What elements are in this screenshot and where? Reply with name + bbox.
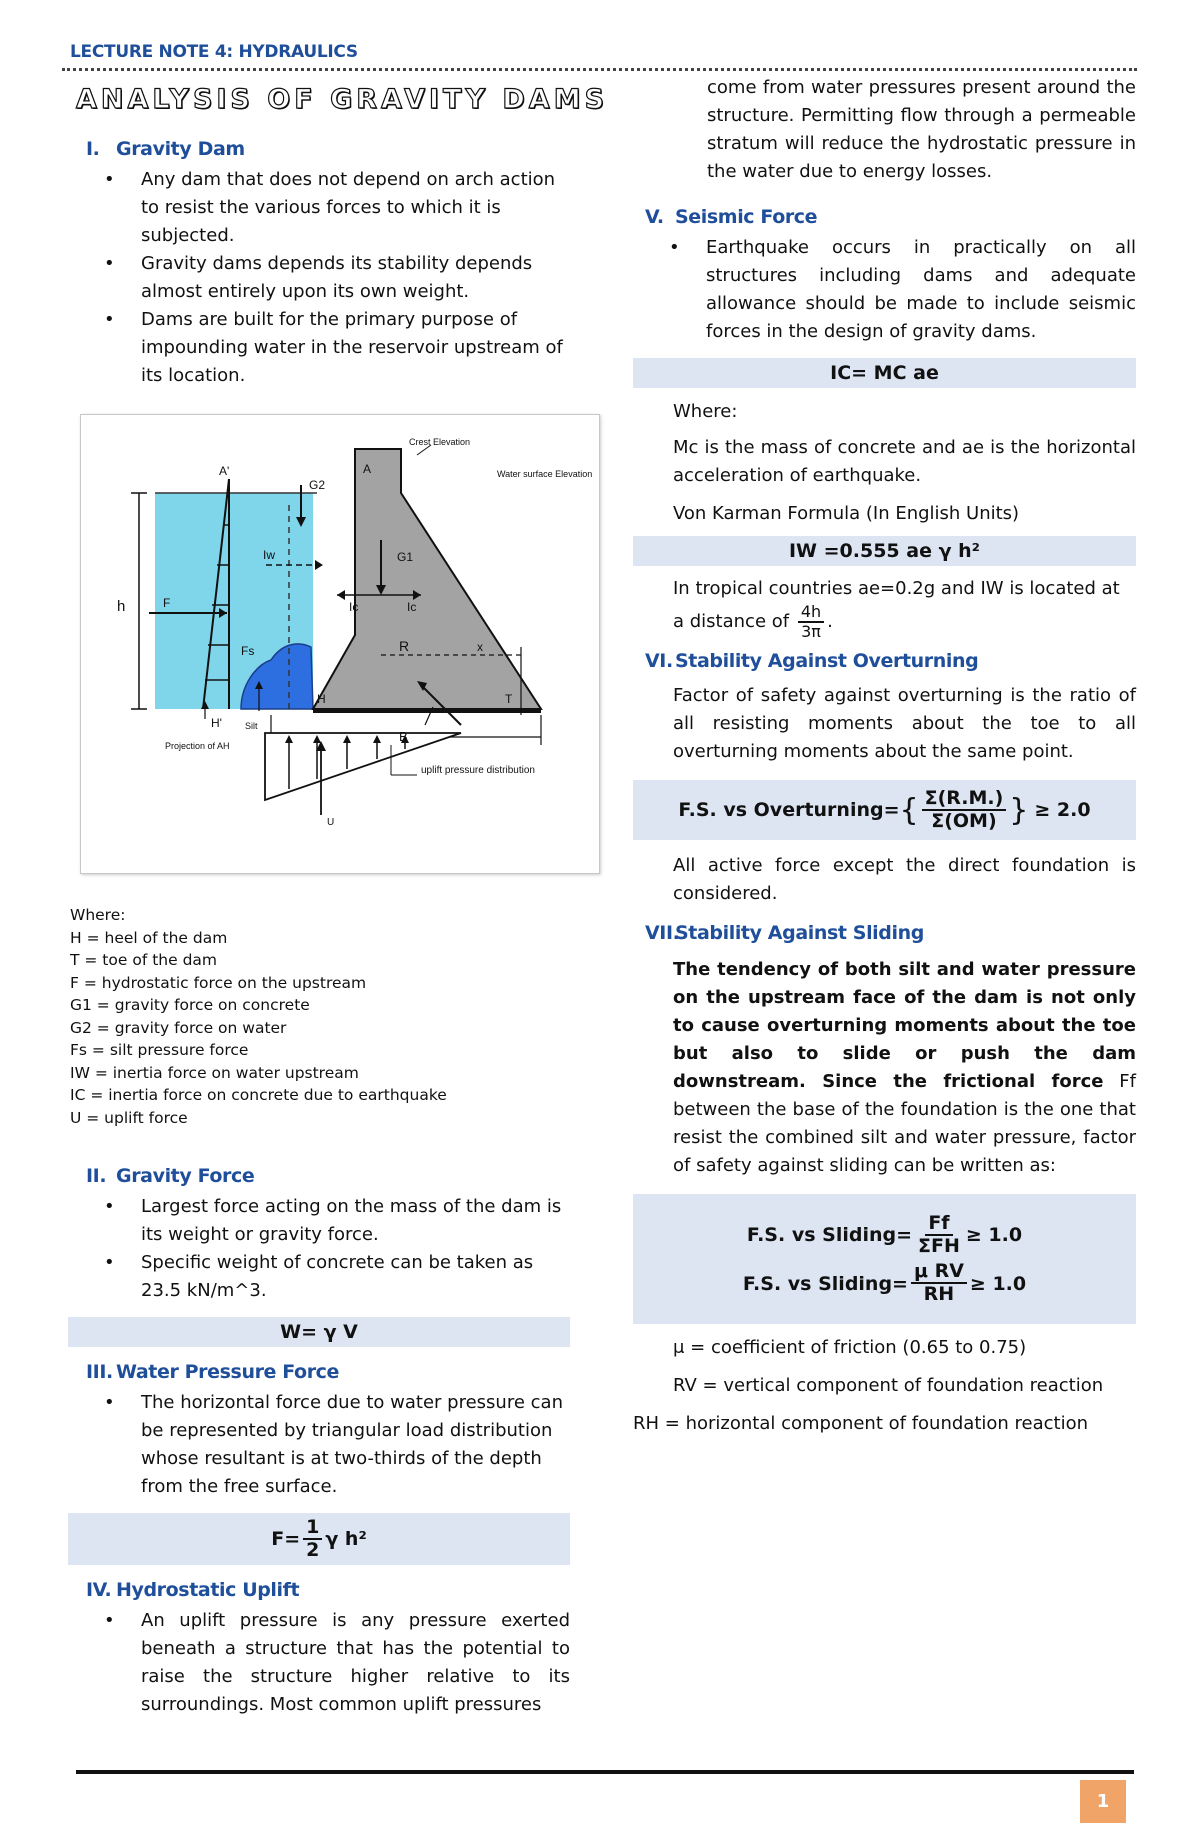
iw-label: Iw — [263, 548, 275, 562]
section-title: Seismic Force — [675, 206, 818, 228]
page-number: 1 — [1080, 1780, 1126, 1823]
dam-diagram — [80, 414, 600, 874]
list-item: • Dams are built for the primary purpose of impounding water in the reservoir upstream of its location. — [68, 306, 570, 390]
section-uplift-heading: IV. Hydrostatic Uplift — [86, 1579, 300, 1601]
dam-diagram-svg — [81, 415, 601, 875]
crest-label: Crest Elevation — [409, 437, 471, 447]
list-item: • Largest force acting on the mass of the dam is its weight or gravity force. — [68, 1193, 570, 1249]
footer-divider — [76, 1770, 1134, 1774]
ic2-label: Ic — [407, 600, 417, 614]
x-label: x — [477, 640, 483, 654]
rh-definition: RH = horizontal component of foundation reaction — [633, 1413, 1089, 1435]
fs-label: Fs — [241, 644, 255, 658]
legend-item: U = uplift force — [70, 1108, 188, 1127]
legend-item: IC = inertia force on concrete due to earthquake — [70, 1086, 447, 1104]
sliding-formulas: F.S. vs Sliding= $\frac{Ff}{\text{ΣFH}}$ ≥ 1.0 F.S. vs Sliding= $\frac{\text{μ RV}}{RH}$ ≥ 1.0 — [633, 1194, 1136, 1324]
h-label: h — [117, 598, 126, 615]
section-title: Stability Against Sliding — [675, 922, 924, 945]
overturning-formula: F.S. vs Overturning= { $\frac{\Sigma(R.M.)}{\Sigma(OM)}$ } ≥ 2.0 — [633, 780, 1136, 840]
sliding-text: The tendency of both silt and water pressure on the upstream face of the dam is not only to cause overturning moments about the toe but also to slide or push the dam downstream. Since the frictional force Ff between the base of the foundation is the one that resist the combined silt and water pressure, factor of safety against sliding can be written as: — [673, 959, 1136, 1177]
list-item: • Gravity dams depends its stability depends almost entirely upon its own weight. — [68, 250, 570, 306]
uplift-continuation: come from water pressures present around the structure. Permitting flow through a permeable stratum will reduce the hydrostatic pressure in the water due to energy losses. — [707, 77, 1136, 182]
silt-label: Silt — [245, 721, 258, 731]
water-pressure-bullets — [68, 1389, 570, 1501]
a-label: A — [363, 462, 372, 476]
header-divider — [62, 68, 1137, 71]
von-karman-title: Von Karman Formula (In English Units) — [673, 503, 1020, 524]
section-title: Hydrostatic Uplift — [116, 1579, 300, 1601]
list-item: • Any dam that does not depend on arch action to resist the various forces to which it is subjected. — [68, 166, 570, 250]
f-label: F — [163, 596, 171, 610]
dam-body — [313, 449, 541, 709]
toe-label: T — [505, 692, 513, 706]
seismic-bullets — [633, 234, 1136, 346]
ic1-label: Ic — [349, 600, 359, 614]
gravity-force-bullets — [68, 1193, 570, 1305]
legend-item: IW = inertia force on water upstream — [70, 1063, 359, 1082]
section-gravity-force-heading: II. Gravity Force — [86, 1165, 255, 1187]
r-label: R — [399, 638, 410, 654]
gravity-dam-bullets — [68, 166, 570, 390]
overturning-note: All active force except the direct foundation is considered. — [673, 855, 1136, 905]
section-sliding-heading: VII. Stability Against Sliding — [645, 922, 924, 945]
section-title: Gravity Dam — [116, 138, 245, 160]
g1-label: G1 — [397, 550, 414, 564]
right-column: come from water pressures present around the structure. Permitting flow through a permeable stratum will reduce the hydrostatic pressure in the water due to energy losses. V. Seismic Force • Earthquake occurs in practically on all structures including dams and adequate allowance should be made to include seismic forces in the design of gravity dams. IC= MC ae Where: Mc is the mass of concrete and ae is the horizontal acceleration of earthquake. Von Karman Formula (In English Units) IW =0.555 ae γ h² In tropical countries ae=0.2g and IW is located at a distance of $\frac{4h}{3\pi}$ . VI. Stability Against Overturning Factor of safety against overturning is the ratio of all resisting moments about the toe to all overturning moments about the same point. F.S. vs Overturning= { $\frac{\Sigma(R.M.)}{\Sigma(OM)}$ } ≥ 2.0 All active force except the direct foundation is considered. VII. Stability Against Sliding The tendency of both silt and water pressure on the upstream face of the dam is not only to cause overturning moments about the toe but also to slide or push the dam downstream. Since the frictional force Ff between the base of the foundation is the one that resist the combined silt and water pressure, factor of safety against sliding can be written as: F.S. vs Sliding= $\frac{Ff}{\text{ΣFH}}$ ≥ 1.0 F.S. vs Sliding= $\frac{\text{μ RV}}{RH}$ ≥ 1.0 μ = coefficient of friction (0.65 to 0.75) RV = vertical component of foundation reaction RH = horizontal component of foundation reaction — [633, 74, 1136, 1438]
mu-definition: μ = coefficient of friction (0.65 to 0.75) — [673, 1337, 1027, 1359]
section-water-pressure-heading: III. Water Pressure Force — [86, 1361, 340, 1383]
water-pressure-formula: F= $\frac{1}{2}$ γ h² — [68, 1513, 570, 1565]
h-prime-label: H' — [211, 716, 222, 730]
section-gravity-dam-heading: I. Gravity Dam — [86, 138, 245, 160]
lecture-header: LECTURE NOTE 4: HYDRAULICS — [70, 42, 358, 62]
g2-label: G2 — [309, 478, 326, 492]
a-prime-label: A' — [219, 464, 230, 478]
von-karman-formula: IW =0.555 ae γ h² — [633, 536, 1136, 566]
legend-item: G1 = gravity force on concrete — [70, 996, 310, 1014]
section-seismic-heading: V. Seismic Force — [645, 206, 818, 228]
section-overturning-heading: VI. Stability Against Overturning — [645, 650, 979, 673]
page-title: ANALYSIS OF GRAVITY DAMS — [76, 84, 609, 115]
list-item: • Specific weight of concrete can be taken as 23.5 kN/m^3. — [68, 1249, 570, 1305]
where-legend: Where: H = heel of the dam T = toe of the dam F = hydrostatic force on the upstream G1 = gravity force on concrete G2 = gravity force on water Fs = silt pressure force IW = inertia force on water upstream IC = inertia force on concrete due to earthquake U = uplift force — [70, 904, 570, 1129]
overturning-text: Factor of safety against overturning is the ratio of all resisting moments about the toe to all overturning moments about the same point. — [673, 685, 1136, 763]
legend-item: H = heel of the dam — [70, 928, 228, 947]
legend-item: Fs = silt pressure force — [70, 1041, 249, 1059]
heel-label: H — [317, 692, 326, 706]
section-title: Stability Against Overturning — [675, 650, 979, 673]
uplift-label: uplift pressure distribution — [421, 765, 535, 776]
list-item: • Earthquake occurs in practically on all structures including dams and adequate allowance should be made to include seismic forces in the design of gravity dams. — [633, 234, 1136, 346]
legend-item: T = toe of the dam — [70, 951, 218, 969]
tropical-note: In tropical countries ae=0.2g and IW is located at a distance of $\frac{4h}{3\pi}$ . — [673, 578, 1120, 641]
b-label: B — [399, 729, 408, 744]
section-title: Water Pressure Force — [116, 1361, 340, 1383]
projection-label: Projection of AH — [165, 741, 230, 751]
legend-item: G2 = gravity force on water — [70, 1018, 287, 1037]
gravity-formula: W= γ V — [68, 1317, 570, 1347]
legend-item: F = hydrostatic force on the upstream — [70, 973, 367, 992]
list-item: • The horizontal force due to water pressure can be represented by triangular load distribution whose resultant is at two-thirds of the depth from the free surface. — [68, 1389, 570, 1501]
section-title: Gravity Force — [116, 1165, 255, 1187]
seismic-formula: IC= MC ae — [633, 358, 1136, 388]
left-column — [68, 138, 593, 1719]
rv-definition: RV = vertical component of foundation reaction — [673, 1375, 1104, 1397]
seismic-description: Mc is the mass of concrete and ae is the horizontal acceleration of earthquake. — [673, 437, 1136, 486]
water-surface-label: Water surface Elevation — [497, 469, 593, 479]
uplift-bullets — [68, 1607, 570, 1719]
u-label: U — [327, 817, 335, 828]
list-item: • An uplift pressure is any pressure exerted beneath a structure that has the potential to raise the structure higher relative to its surroundings. Most common uplift pressures — [68, 1607, 570, 1719]
